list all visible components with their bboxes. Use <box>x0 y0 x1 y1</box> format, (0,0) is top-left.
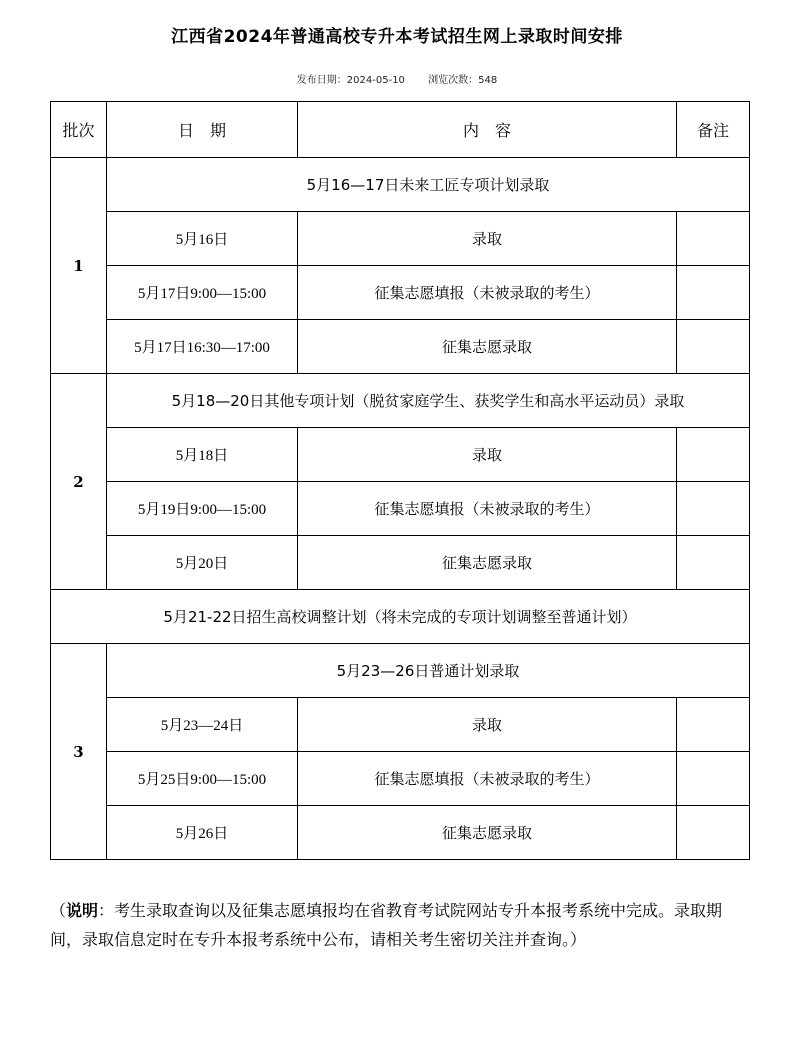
table-row <box>51 698 750 752</box>
page-title: 江西省2024年普通高校专升本考试招生网上录取时间安排 <box>171 27 623 47</box>
note-label: 说明 <box>66 901 99 920</box>
row-date: 5月16日 <box>107 212 298 266</box>
row-content: 录取 <box>298 428 677 482</box>
header-batch: 批次 <box>51 102 107 158</box>
row-content: 征集志愿录取 <box>298 536 677 590</box>
row-remark <box>677 536 750 590</box>
row-content: 录取 <box>298 698 677 752</box>
publish-meta <box>0 71 794 86</box>
table-row <box>51 158 750 212</box>
row-date: 5月18日 <box>107 428 298 482</box>
table-row <box>51 644 750 698</box>
table-row <box>51 590 750 644</box>
row-remark <box>677 320 750 374</box>
row-date: 5月26日 <box>107 806 298 860</box>
note-open-paren: （ <box>50 901 67 920</box>
row-content: 征集志愿录取 <box>298 320 677 374</box>
header-date: 日 期 <box>107 102 298 158</box>
table-row <box>51 320 750 374</box>
batch-number: 2 <box>51 374 107 590</box>
table-header-row <box>51 102 750 158</box>
batch-summary: 5月16—17日未来工匠专项计划录取 <box>107 158 750 212</box>
row-date: 5月23—24日 <box>107 698 298 752</box>
row-remark <box>677 806 750 860</box>
row-content: 征集志愿录取 <box>298 806 677 860</box>
row-remark <box>677 212 750 266</box>
explanation-note <box>50 896 750 954</box>
view-count-label: 浏览次数： <box>428 75 479 86</box>
view-count-value: 548 <box>478 75 498 86</box>
row-remark <box>677 428 750 482</box>
publish-date-value: 2024-05-10 <box>346 75 405 86</box>
note-text: ：考生录取查询以及征集志愿填报均在省教育考试院网站专升本报考系统中完成。录取期间，录取信息定时在专升本报考系统中公布，请相关考生密切关注并查询。） <box>50 901 723 949</box>
batch-summary: 5月23—26日普通计划录取 <box>107 644 750 698</box>
row-date: 5月17日9:00—15:00 <box>107 266 298 320</box>
batch-summary: 5月18—20日其他专项计划（脱贫家庭学生、获奖学生和高水平运动员）录取 <box>107 374 750 428</box>
row-content: 征集志愿填报（未被录取的考生） <box>298 482 677 536</box>
batch-number: 3 <box>51 644 107 860</box>
table-row <box>51 266 750 320</box>
row-content: 录取 <box>298 212 677 266</box>
schedule-table <box>50 101 750 860</box>
row-remark <box>677 266 750 320</box>
adjustment-row: 5月21-22日招生高校调整计划（将未完成的专项计划调整至普通计划） <box>51 590 750 644</box>
row-date: 5月17日16:30—17:00 <box>107 320 298 374</box>
table-row <box>51 806 750 860</box>
row-date: 5月19日9:00—15:00 <box>107 482 298 536</box>
row-date: 5月20日 <box>107 536 298 590</box>
batch-number: 1 <box>51 158 107 374</box>
publish-date <box>297 75 405 86</box>
header-content: 内 容 <box>298 102 677 158</box>
table-row <box>51 212 750 266</box>
publish-date-label: 发布日期： <box>296 75 347 86</box>
row-remark <box>677 698 750 752</box>
row-content: 征集志愿填报（未被录取的考生） <box>298 266 677 320</box>
row-remark <box>677 482 750 536</box>
table-row <box>51 536 750 590</box>
table-row <box>51 428 750 482</box>
view-count <box>428 75 497 86</box>
header-remark: 备注 <box>677 102 750 158</box>
table-row <box>51 374 750 428</box>
table-row <box>51 752 750 806</box>
row-content: 征集志愿填报（未被录取的考生） <box>298 752 677 806</box>
row-date: 5月25日9:00—15:00 <box>107 752 298 806</box>
table-row <box>51 482 750 536</box>
row-remark <box>677 752 750 806</box>
